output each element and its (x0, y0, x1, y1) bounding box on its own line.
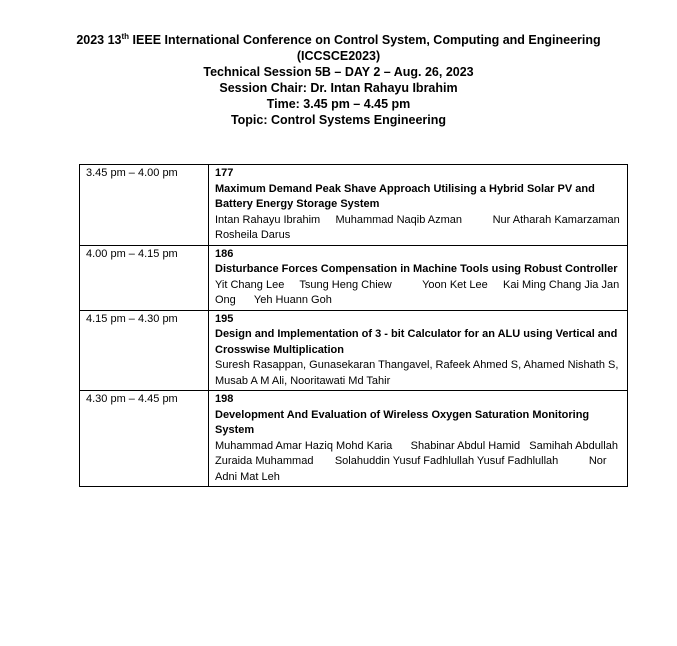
paper-authors: Muhammad Amar Haziq Mohd Karia Shabinar Abdul Hamid Samihah Abdullah Zuraida Muhammad Solahuddin Yusuf Fadhlullah Yusuf Fadhlullah Nor Adni Mat Leh (215, 439, 649, 483)
session-time: Time: 3.45 pm – 4.45 pm (266, 97, 411, 111)
session-line: Technical Session 5B – DAY 2 – Aug. 26, 2023 (203, 65, 474, 79)
paper-id: 177 (215, 167, 234, 179)
paper-authors: Yit Chang Lee Tsung Heng Chiew Yoon Ket Lee Kai Ming Chang Jia Jan Ong Yeh Huann Goh (215, 278, 623, 306)
schedule-table (79, 164, 649, 487)
paper-cell (209, 310, 628, 391)
time-slot: 4.00 pm – 4.15 pm (80, 245, 209, 310)
conference-acronym: (ICCSCE2023) (296, 49, 381, 63)
table-row (80, 245, 628, 310)
table-row (80, 165, 628, 246)
paper-id: 186 (215, 247, 234, 260)
table-row (80, 310, 628, 391)
paper-authors: Intan Rahayu Ibrahim Muhammad Naqib Azman Nur Atharah Kamarzaman Rosheila Darus (215, 213, 636, 241)
paper-title: Maximum Demand Peak Shave Approach Utilising a Hybrid Solar PV and Battery Energy Storage System (215, 182, 595, 210)
paper-cell (209, 165, 636, 246)
paper-id: 198 (215, 393, 234, 405)
paper-cell (209, 245, 628, 310)
table-row (80, 391, 628, 487)
document-header (0, 32, 677, 128)
conference-title: 2023 13th IEEE International Conference on Control System, Computing and Engineering (76, 31, 601, 47)
session-topic: Topic: Control Systems Engineering (230, 113, 447, 127)
paper-title: Disturbance Forces Compensation in Machine Tools using Robust Controller (215, 263, 618, 275)
paper-authors: Suresh Rasappan, Gunasekaran Thangavel, Rafeek Ahmed S, Ahamed Nishath S, Musab A M Ali, Nooritawati Md Tahir (215, 359, 622, 387)
paper-title: Development And Evaluation of Wireless Oxygen Saturation Monitoring System (215, 408, 590, 436)
time-slot: 4.30 pm – 4.45 pm (80, 391, 209, 487)
time-slot: 4.15 pm – 4.30 pm (80, 310, 209, 391)
paper-title: Design and Implementation of 3 - bit Calculator for an ALU using Vertical and Crosswise Multiplication (215, 328, 618, 356)
time-slot: 3.45 pm – 4.00 pm (80, 165, 209, 246)
session-chair: Session Chair: Dr. Intan Rahayu Ibrahim (219, 81, 458, 95)
paper-id: 195 (215, 312, 234, 325)
paper-cell (209, 391, 649, 487)
